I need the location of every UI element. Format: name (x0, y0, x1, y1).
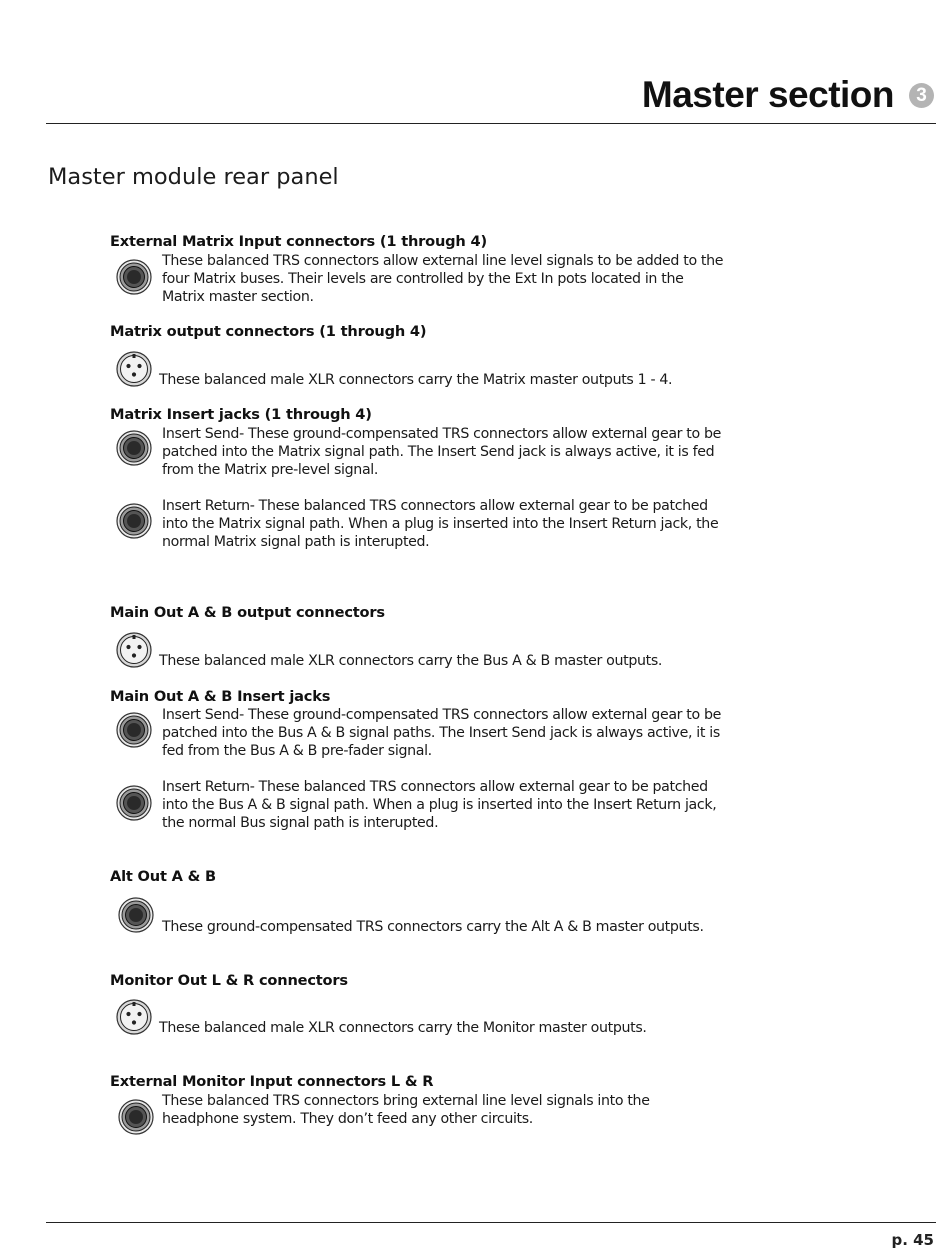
item-description: These balanced male XLR connectors carry the Matrix master outputs 1 - 4. (159, 372, 673, 388)
item-description: These balanced male XLR connectors carry the Bus A & B master outputs. (159, 653, 663, 669)
xlr-connector-icon (116, 999, 152, 1035)
page-title: Master section (641, 74, 894, 115)
item-description: These ground-compensated TRS connectors carry the Alt A & B master outputs. (162, 919, 704, 935)
item-description: Insert Return- These balanced TRS connectors allow external gear to be patched into the Matrix signal path. When a plug is inserted into the Insert Return jack, the normal Matrix signal path is interupted. (162, 498, 719, 550)
trs-jack-icon (118, 897, 154, 933)
item-description: These balanced TRS connectors allow external line level signals to be added to the four Matrix buses. Their levels are controlled by the Ext In pots located in the Matrix master section. (162, 253, 724, 305)
trs-jack-icon (116, 259, 152, 295)
trs-jack-icon (118, 1099, 154, 1135)
footer-divider (46, 1222, 936, 1223)
trs-jack-icon (116, 785, 152, 821)
item-title-external-monitor-input: External Monitor Input connectors L & R (110, 1073, 434, 1090)
item-title-alt-out: Alt Out A & B (110, 868, 216, 885)
page-number: p. 45 (891, 1231, 934, 1249)
header-divider (46, 123, 936, 124)
item-description: These balanced TRS connectors bring external line level signals into the headphone system. They don’t feed any other circuits. (162, 1093, 650, 1127)
xlr-connector-icon (116, 632, 152, 668)
chapter-badge: 3 (909, 83, 934, 108)
item-description: Insert Send- These ground-compensated TRS connectors allow external gear to be patched into the Matrix signal path. The Insert Send jack is always active, it is fed from the Matrix pre-level signal. (162, 426, 722, 478)
item-description: These balanced male XLR connectors carry the Monitor master outputs. (159, 1020, 647, 1036)
item-title-main-out: Main Out A & B output connectors (110, 604, 385, 621)
item-title-matrix-output: Matrix output connectors (1 through 4) (110, 323, 427, 340)
trs-jack-icon (116, 430, 152, 466)
trs-jack-icon (116, 712, 152, 748)
item-description: Insert Send- These ground-compensated TRS connectors allow external gear to be patched into the Bus A & B signal paths. The Insert Send jack is always active, it is fed from the Bus A & B pre-fader signal. (162, 707, 722, 759)
section-heading: Master module rear panel (48, 164, 339, 190)
xlr-connector-icon (116, 351, 152, 387)
item-title-external-matrix-input: External Matrix Input connectors (1 through 4) (110, 233, 487, 250)
item-description: Insert Return- These balanced TRS connectors allow external gear to be patched into the Bus A & B signal path. When a plug is inserted into the Insert Return jack, the normal Bus signal path is interupted. (162, 779, 717, 831)
item-title-main-out-insert: Main Out A & B Insert jacks (110, 688, 331, 705)
trs-jack-icon (116, 503, 152, 539)
item-title-matrix-insert: Matrix Insert jacks (1 through 4) (110, 406, 372, 423)
item-title-monitor-out: Monitor Out L & R connectors (110, 972, 348, 989)
